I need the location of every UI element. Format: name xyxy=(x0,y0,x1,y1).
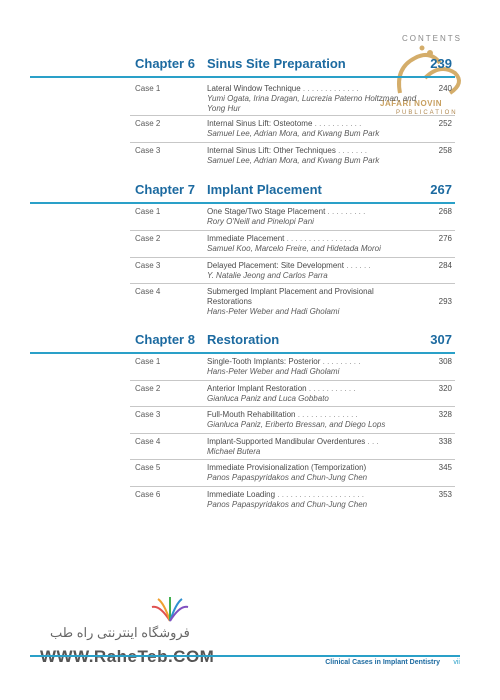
case-rule xyxy=(130,433,455,434)
case-title: Full-Mouth Rehabilitation . . . . . . . . . . . . . . xyxy=(207,410,358,419)
watermark-persian: فروشگاه اینترنتی راه طب xyxy=(50,625,190,640)
case-authors: Gianluca Paniz and Luca Gobbato xyxy=(207,394,329,403)
case-label: Case 6 xyxy=(135,490,161,499)
logo-sub: PUBLICATION xyxy=(396,110,458,116)
case-title: Internal Sinus Lift: Other Techniques . . . . . . . xyxy=(207,146,367,155)
case-rule xyxy=(130,142,455,143)
case-page: 345 xyxy=(438,463,452,472)
case-authors: Samuel Koo, Marcelo Freire, and Hidetada Moroi xyxy=(207,244,381,253)
case-page: 320 xyxy=(438,384,452,393)
case-label: Case 2 xyxy=(135,119,161,128)
case-rule xyxy=(130,380,455,381)
case-page: 353 xyxy=(438,490,452,499)
chapter-rule xyxy=(30,202,455,204)
case-title: Submerged Implant Placement and Provisional Restorations xyxy=(207,287,374,306)
case-page: 240 xyxy=(438,84,452,93)
case-rule xyxy=(130,406,455,407)
case-rule xyxy=(130,115,455,116)
footer-page-number: vii xyxy=(453,659,460,666)
case-authors: Yumi Ogata, Irina Dragan, Lucrezia Paterno Holtzman, and Yong Hur xyxy=(207,94,417,113)
book-icon xyxy=(150,595,190,623)
footer-book-title: Clinical Cases in Implant Dentistry xyxy=(325,659,440,666)
case-title: Immediate Loading . . . . . . . . . . . . . . . . . . . . xyxy=(207,490,364,499)
case-page: 284 xyxy=(438,261,452,270)
case-label: Case 3 xyxy=(135,410,161,419)
footer-rule xyxy=(30,655,460,657)
chapter-number: Chapter 7 xyxy=(135,182,195,197)
case-label: Case 2 xyxy=(135,384,161,393)
case-page: 258 xyxy=(438,146,452,155)
case-title: Anterior Implant Restoration . . . . . . . . . . . xyxy=(207,384,356,393)
case-label: Case 4 xyxy=(135,437,161,446)
logo-brand: JAFARI NOVIN xyxy=(380,99,443,108)
case-title: Delayed Placement: Site Development . . . . . . xyxy=(207,261,371,270)
chapter-page: 267 xyxy=(430,182,452,197)
case-label: Case 3 xyxy=(135,261,161,270)
case-authors: Panos Papaspyridakos and Chun-Jung Chen xyxy=(207,473,368,482)
case-authors: Hans-Peter Weber and Hadi Gholami xyxy=(207,307,340,316)
case-label: Case 3 xyxy=(135,146,161,155)
case-title: Lateral Window Technique . . . . . . . . . . . . . xyxy=(207,84,359,93)
case-authors: Panos Papaspyridakos and Chun-Jung Chen xyxy=(207,500,368,509)
case-authors: Gianluca Paniz, Eriberto Bressan, and Diego Lops xyxy=(207,420,386,429)
case-label: Case 1 xyxy=(135,84,161,93)
case-authors: Michael Butera xyxy=(207,447,261,456)
case-label: Case 1 xyxy=(135,357,161,366)
case-title: Immediate Provisionalization (Temporization) xyxy=(207,463,367,472)
case-title: Single-Tooth Implants: Posterior . . . . . . . . . xyxy=(207,357,361,366)
chapter-number: Chapter 8 xyxy=(135,332,195,347)
case-rule xyxy=(130,230,455,231)
section-header: CONTENTS xyxy=(402,34,462,43)
case-page: 268 xyxy=(438,207,452,216)
case-rule xyxy=(130,459,455,460)
chapter-heading xyxy=(0,332,500,354)
chapter-title: Sinus Site Preparation xyxy=(207,56,346,71)
chapter-heading xyxy=(0,56,500,78)
case-page: 308 xyxy=(438,357,452,366)
chapter-page: 239 xyxy=(430,56,452,71)
case-title: One Stage/Two Stage Placement . . . . . . . . . xyxy=(207,207,366,216)
case-title: Implant-Supported Mandibular Overdentures . . . xyxy=(207,437,379,446)
case-title: Immediate Placement . . . . . . . . . . . . . . . xyxy=(207,234,352,243)
chapter-rule xyxy=(30,76,455,78)
case-authors: Rory O'Neill and Pinelopi Pani xyxy=(207,217,314,226)
case-rule xyxy=(130,283,455,284)
case-title: Internal Sinus Lift: Osteotome . . . . . . . . . . . xyxy=(207,119,362,128)
case-authors: Samuel Lee, Adrian Mora, and Kwang Bum Park xyxy=(207,129,380,138)
chapter-rule xyxy=(30,352,455,354)
case-authors: Y. Natalie Jeong and Carlos Parra xyxy=(207,271,328,280)
case-page: 328 xyxy=(438,410,452,419)
watermark-url[interactable]: WWW.RaheTeb.COM xyxy=(40,647,215,666)
case-label: Case 4 xyxy=(135,287,161,296)
case-label: Case 1 xyxy=(135,207,161,216)
case-rule xyxy=(130,486,455,487)
case-label: Case 2 xyxy=(135,234,161,243)
chapter-title: Restoration xyxy=(207,332,280,347)
chapter-title: Implant Placement xyxy=(207,182,322,197)
case-label: Case 5 xyxy=(135,463,161,472)
case-page: 276 xyxy=(438,234,452,243)
case-authors: Samuel Lee, Adrian Mora, and Kwang Bum Park xyxy=(207,156,380,165)
case-rule xyxy=(130,257,455,258)
case-page: 338 xyxy=(438,437,452,446)
chapter-heading xyxy=(0,182,500,204)
case-page: 252 xyxy=(438,119,452,128)
case-authors: Hans-Peter Weber and Hadi Gholami xyxy=(207,367,340,376)
chapter-page: 307 xyxy=(430,332,452,347)
chapter-number: Chapter 6 xyxy=(135,56,195,71)
case-page: 293 xyxy=(438,297,452,306)
